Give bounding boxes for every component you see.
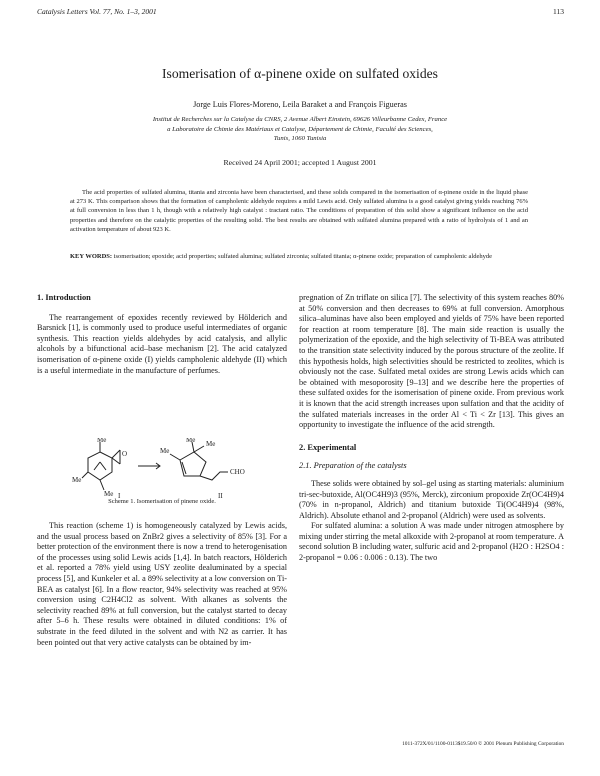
label-me-top: Me: [97, 438, 107, 444]
abstract-text: The acid properties of sulfated alumina, titania and zirconia have been characterised, and these solids compared in the isomerisation of α-pinene oxide in the liquid phase at 273 K. This comparison shows that the formation of campholenic aldehyde requires a mild Lewis acid. Only sulfated alumina is a good catalyst giving yields reaching 76% at full conversion in less than 1 h, though with a relatively high catalyst : tractant ratio. The conditions of preparation of this solid show a significant influence on the acid properties and therefore on the catalytic properties of the resulting solid. The best results are obtained with sulfated alumina prepared with a ratio of hydrolysis of 1 and an activation temperature of about 923 K.: [70, 189, 528, 233]
running-header: [37, 7, 564, 19]
section-1-heading: 1. Introduction: [37, 293, 91, 302]
label-me-ii-left: Me: [160, 447, 170, 455]
section-2-1-heading: 2.1. Preparation of the catalysts: [299, 461, 407, 471]
intro-paragraph-continued: pregnation of Zn triflate on silica [7]. The selectivity of this system reaches 80% at 50% conversion and then decreases to 69% at full conversion. Amorphous silica–aluminas have also been employed and yields of 75% have been reported for reaction at room temperature [8]. The main side reaction is usually the polymerization of the epoxide, and the high selectivity of Ti-BEA was attributed to the transition state selectivity induced by the porous structure of the zeolite. If this hypothesis holds, high selectivities should be restricted to zeolites, which is obviously not the case. Sulfated metal oxides are strong Lewis acids which can be obtained with mesoporosity [9–13] and we describe here the properties of these sulfated oxides for the isomerisation of pinene oxide. From previous work it is known that the acid strength increases upon sulfation and that the acidity of the sulfated materials increases in the order Al < Ti < Zr [13]. This gives an opportunity to investigate the influence of the acid strength.: [299, 293, 564, 430]
keywords-text: isomerisation; epoxide; acid properties; sulfated alumina; sulfated zirconia; sulfated titania; α-pinene oxide; preparation of campholenic aldehyde: [113, 253, 492, 260]
label-me-ii-right: Me: [206, 440, 216, 448]
keywords: [70, 252, 528, 261]
copyright-footer: 1011-372X/01/1100-0113$19.50/0 © 2001 Plenum Publishing Corporation: [402, 741, 564, 747]
label-me-left: Me: [72, 476, 82, 484]
label-ii: II: [218, 492, 223, 500]
affiliation-1: Institut de Recherches sur la Catalyse du CNRS, 2 Avenue Albert Einstein, 69626 Villeurbanne Cedex, France: [152, 116, 448, 123]
experimental-paragraph-2: For sulfated alumina: a solution A was made under nitrogen atmosphere by mixing under stirring the metal alkoxide with 2-propanol at room temperature. A second solution B including water, sulfuric acid and 2-propanol (H2O : H2SO4 : 2-propanol = 0.06 : 0.006 : 0.13). The two: [299, 521, 564, 563]
journal-citation: Catalysis Letters Vol. 77, No. 1–3, 2001: [37, 7, 157, 16]
left-column-bottom: [37, 521, 287, 648]
paper-title: Isomerisation of α-pinene oxide on sulfated oxides: [162, 66, 438, 81]
label-oxygen: O: [122, 450, 128, 458]
keywords-label: KEY WORDS:: [70, 253, 113, 260]
authors: Jorge Luis Flores-Moreno, Leila Baraket a and François Figueras: [193, 100, 407, 109]
experimental-paragraph-1: These solids were obtained by sol–gel using as starting materials: aluminium tri-sec-butoxide, Al(OC4H9)3 (95%, Merck), zirconium propoxide Zr(OC4H9)4 (70% in n-propanol, Aldrich) and titanium butoxide Ti(OC4H9)4 (98%, Aldrich). Absolute ethanol and 2-propanol (Aldrich) were used as solvents.: [299, 478, 564, 520]
abstract: [70, 188, 528, 234]
intro-paragraph-2: This reaction (scheme 1) is homogeneously catalyzed by Lewis acids, and the usual process based on ZnBr2 gives a selectivity of 85% [3]. For a better protection of the environment there is now a trend to heterogenisation of the processes using solid Lewis acids [1,4]. In batch reactors, Hölderich et al. reported a 78% yield using USY zeolite dealuminated by a special process [5], and Kunkeler et al. a 89% selectivity at a low conversion on Ti-BEA as catalyst [6]. In a flow reactor, 94% selectivity was reached at 95% conversion using C2H4Cl2 as solvent. With alkanes as solvents the selectivity reached 89% at full conversion, but the catalyst started to decay after 5–6 h. These results were obtained in diluted conditions: 1% of substrate in the feed diluted in the solvent and with N2 as carrier. It has been pointed out that very active catalysts can be obtained by im-: [37, 521, 287, 647]
label-i: I: [118, 492, 121, 500]
scheme-1-figure: [60, 438, 260, 500]
affiliation-3: Tunis, 1060 Tunisia: [273, 135, 327, 143]
scheme-caption: Scheme 1. Isomerisation of pinene oxide.: [108, 498, 216, 505]
right-column: [299, 293, 564, 564]
affiliation-2: a Laboratoire de Chimie des Matériaux et Catalyse, Département de Chimie, Faculté des Sciences,: [167, 125, 433, 133]
page-number: 113: [553, 7, 564, 16]
left-column-top: [37, 293, 287, 376]
label-cho: CHO: [230, 468, 245, 476]
affiliations: [60, 115, 540, 144]
intro-paragraph-1: The rearrangement of epoxides recently reviewed by Hölderich and Barsnick [1], is commonly used to produce useful intermediates of organic synthesis. This reaction yields aldehydes by acid catalysis, and allylic alcohols by a bifunctional acid–base mechanism [2]. The acid catalyzed isomerisation of α-pinene oxide (I) yields campholenic aldehyde (II) which is a useful intermediate in the manufacture of perfumes.: [37, 312, 287, 375]
received-dates: Received 24 April 2001; accepted 1 August 2001: [223, 158, 377, 167]
section-2-heading: 2. Experimental: [299, 442, 357, 452]
label-me-ii-top: Me: [186, 438, 196, 444]
label-me-bottom: Me: [104, 490, 114, 498]
